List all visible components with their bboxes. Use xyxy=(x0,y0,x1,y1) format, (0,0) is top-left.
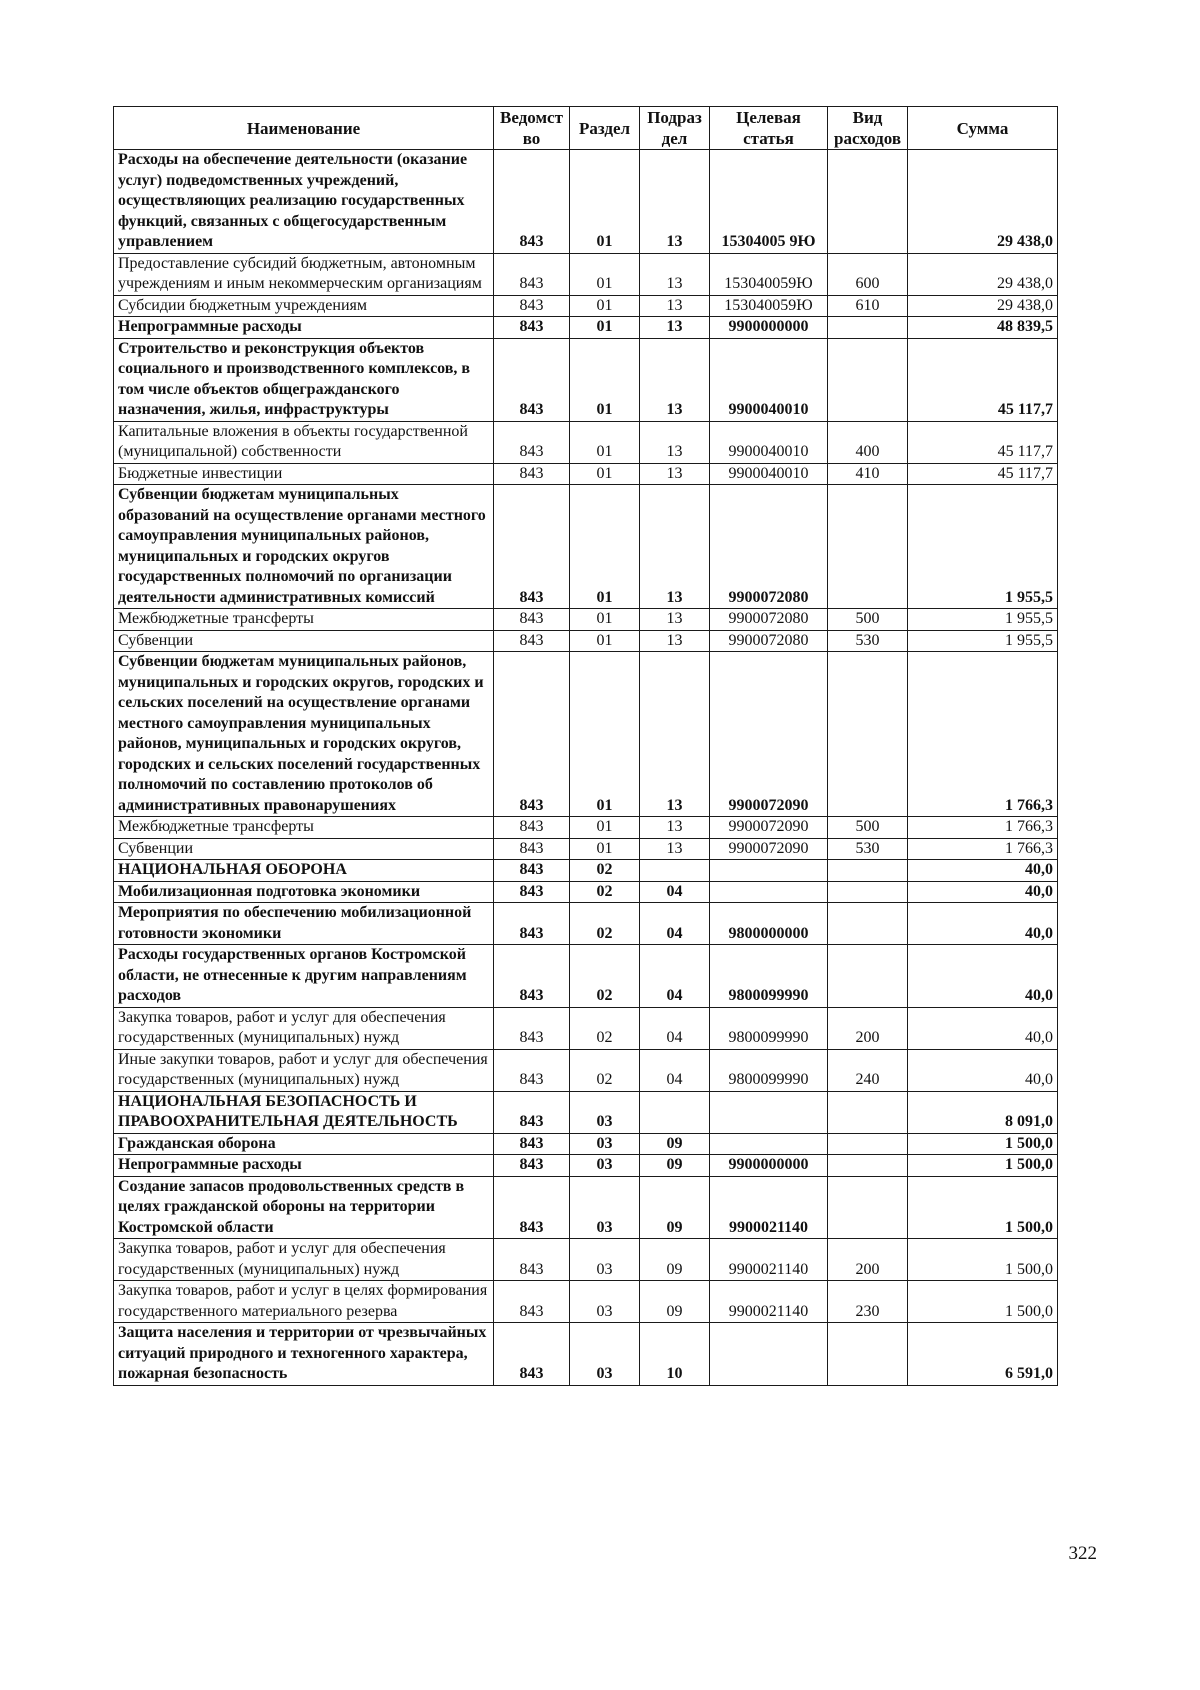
cell-section: 01 xyxy=(570,150,640,254)
cell-subsection: 13 xyxy=(640,150,710,254)
cell-expense-type xyxy=(828,1323,908,1386)
cell-target-article: 9900072080 xyxy=(710,485,828,609)
cell-name: Расходы государственных органов Костромской области, не отнесенные к другим направлениям расходов xyxy=(114,945,494,1008)
cell-expense-type: 600 xyxy=(828,253,908,295)
table-row xyxy=(114,1007,1058,1049)
cell-subsection: 13 xyxy=(640,317,710,339)
cell-department: 843 xyxy=(494,463,570,485)
cell-name: НАЦИОНАЛЬНАЯ ОБОРОНА xyxy=(114,860,494,882)
cell-department: 843 xyxy=(494,817,570,839)
cell-target-article: 9900021140 xyxy=(710,1281,828,1323)
cell-name: Бюджетные инвестиции xyxy=(114,463,494,485)
cell-section: 02 xyxy=(570,903,640,945)
cell-name: Непрограммные расходы xyxy=(114,1155,494,1177)
cell-amount: 40,0 xyxy=(908,1049,1058,1091)
cell-subsection: 04 xyxy=(640,1007,710,1049)
cell-amount: 1 500,0 xyxy=(908,1133,1058,1155)
cell-name: Закупка товаров, работ и услуг для обеспечения государственных (муниципальных) нужд xyxy=(114,1239,494,1281)
cell-target-article: 9900021140 xyxy=(710,1176,828,1239)
cell-section: 01 xyxy=(570,338,640,421)
cell-department: 843 xyxy=(494,945,570,1008)
cell-subsection xyxy=(640,1091,710,1133)
header-target-article: Целевая статья xyxy=(710,107,828,150)
cell-expense-type: 530 xyxy=(828,630,908,652)
cell-subsection: 13 xyxy=(640,817,710,839)
cell-expense-type xyxy=(828,1091,908,1133)
cell-subsection: 13 xyxy=(640,485,710,609)
table-row xyxy=(114,421,1058,463)
header-row xyxy=(114,107,1058,150)
cell-name: Субвенции бюджетам муниципальных образований на осуществление органами местного самоуправления муниципальных районов, муниципальных и городских округов государственных полномочий по организации деятельности административных комиссий xyxy=(114,485,494,609)
header-name: Наименование xyxy=(114,107,494,150)
cell-section: 01 xyxy=(570,253,640,295)
cell-subsection: 13 xyxy=(640,630,710,652)
cell-department: 843 xyxy=(494,485,570,609)
cell-expense-type: 500 xyxy=(828,817,908,839)
cell-amount: 1 955,5 xyxy=(908,630,1058,652)
cell-section: 03 xyxy=(570,1239,640,1281)
cell-expense-type xyxy=(828,338,908,421)
table-row xyxy=(114,860,1058,882)
cell-department: 843 xyxy=(494,150,570,254)
cell-department: 843 xyxy=(494,860,570,882)
cell-target-article: 9900040010 xyxy=(710,463,828,485)
cell-target-article xyxy=(710,881,828,903)
cell-section: 03 xyxy=(570,1323,640,1386)
header-expense-type: Вид расходов xyxy=(828,107,908,150)
cell-name: Иные закупки товаров, работ и услуг для обеспечения государственных (муниципальных) нужд xyxy=(114,1049,494,1091)
cell-amount: 29 438,0 xyxy=(908,150,1058,254)
cell-subsection: 13 xyxy=(640,253,710,295)
header-section: Раздел xyxy=(570,107,640,150)
cell-name: Субвенции бюджетам муниципальных районов, муниципальных и городских округов, городских и сельских поселений на осуществление органами местного самоуправления муниципальных районов, муниципальных и городских округов, городских и сельских поселений государственных полномочий по составлению протоколов об административных правонарушениях xyxy=(114,652,494,817)
cell-amount: 29 438,0 xyxy=(908,295,1058,317)
cell-section: 02 xyxy=(570,881,640,903)
table-row xyxy=(114,253,1058,295)
cell-department: 843 xyxy=(494,1049,570,1091)
cell-subsection: 13 xyxy=(640,609,710,631)
cell-subsection: 04 xyxy=(640,945,710,1008)
cell-target-article: 153040059Ю xyxy=(710,253,828,295)
cell-expense-type xyxy=(828,150,908,254)
cell-target-article: 9900000000 xyxy=(710,1155,828,1177)
cell-subsection: 13 xyxy=(640,421,710,463)
cell-amount: 1 500,0 xyxy=(908,1281,1058,1323)
cell-department: 843 xyxy=(494,652,570,817)
cell-department: 843 xyxy=(494,421,570,463)
table-row xyxy=(114,1176,1058,1239)
cell-target-article: 9800000000 xyxy=(710,903,828,945)
page-number: 322 xyxy=(1068,1543,1097,1564)
header-amount: Сумма xyxy=(908,107,1058,150)
cell-name: Гражданская оборона xyxy=(114,1133,494,1155)
cell-name: Капитальные вложения в объекты государственной (муниципальной) собственности xyxy=(114,421,494,463)
cell-department: 843 xyxy=(494,1133,570,1155)
cell-section: 01 xyxy=(570,817,640,839)
cell-target-article xyxy=(710,860,828,882)
table-row xyxy=(114,1091,1058,1133)
cell-department: 843 xyxy=(494,253,570,295)
cell-amount: 40,0 xyxy=(908,860,1058,882)
cell-name: Защита населения и территории от чрезвычайных ситуаций природного и техногенного характера, пожарная безопасность xyxy=(114,1323,494,1386)
cell-expense-type: 240 xyxy=(828,1049,908,1091)
cell-department: 843 xyxy=(494,1007,570,1049)
table-row xyxy=(114,295,1058,317)
cell-name: Строительство и реконструкция объектов социального и производственного комплексов, в том числе объектов общегражданского назначения, жилья, инфраструктуры xyxy=(114,338,494,421)
cell-expense-type xyxy=(828,652,908,817)
cell-amount: 40,0 xyxy=(908,903,1058,945)
table-row xyxy=(114,881,1058,903)
cell-name: Закупка товаров, работ и услуг для обеспечения государственных (муниципальных) нужд xyxy=(114,1007,494,1049)
cell-subsection: 04 xyxy=(640,881,710,903)
cell-target-article: 9900072080 xyxy=(710,630,828,652)
table-header xyxy=(114,107,1058,150)
cell-expense-type: 610 xyxy=(828,295,908,317)
cell-amount: 40,0 xyxy=(908,945,1058,1008)
cell-expense-type: 530 xyxy=(828,838,908,860)
table-row xyxy=(114,630,1058,652)
cell-name: Межбюджетные трансферты xyxy=(114,609,494,631)
table-row xyxy=(114,1281,1058,1323)
cell-department: 843 xyxy=(494,338,570,421)
cell-subsection: 04 xyxy=(640,1049,710,1091)
cell-subsection: 09 xyxy=(640,1155,710,1177)
cell-amount: 40,0 xyxy=(908,1007,1058,1049)
cell-amount: 1 955,5 xyxy=(908,485,1058,609)
cell-expense-type xyxy=(828,1133,908,1155)
table-row xyxy=(114,1155,1058,1177)
cell-expense-type xyxy=(828,1155,908,1177)
cell-amount: 1 955,5 xyxy=(908,609,1058,631)
cell-name: Мобилизационная подготовка экономики xyxy=(114,881,494,903)
cell-amount: 40,0 xyxy=(908,881,1058,903)
cell-expense-type: 200 xyxy=(828,1007,908,1049)
table-row xyxy=(114,485,1058,609)
table-row xyxy=(114,945,1058,1008)
cell-target-article: 153040059Ю xyxy=(710,295,828,317)
table-row xyxy=(114,463,1058,485)
cell-target-article: 9900072090 xyxy=(710,817,828,839)
cell-name: Предоставление субсидий бюджетным, автономным учреждениям и иным некоммерческим организациям xyxy=(114,253,494,295)
cell-target-article: 9900040010 xyxy=(710,421,828,463)
cell-amount: 48 839,5 xyxy=(908,317,1058,339)
cell-department: 843 xyxy=(494,1155,570,1177)
cell-section: 01 xyxy=(570,317,640,339)
cell-subsection: 10 xyxy=(640,1323,710,1386)
cell-section: 02 xyxy=(570,1049,640,1091)
cell-amount: 8 091,0 xyxy=(908,1091,1058,1133)
cell-amount: 1 766,3 xyxy=(908,838,1058,860)
cell-department: 843 xyxy=(494,295,570,317)
cell-target-article: 9900040010 xyxy=(710,338,828,421)
cell-target-article: 9900072090 xyxy=(710,838,828,860)
cell-section: 03 xyxy=(570,1281,640,1323)
cell-name: Непрограммные расходы xyxy=(114,317,494,339)
table-row xyxy=(114,1133,1058,1155)
cell-amount: 1 500,0 xyxy=(908,1239,1058,1281)
cell-amount: 45 117,7 xyxy=(908,463,1058,485)
cell-target-article xyxy=(710,1323,828,1386)
cell-department: 843 xyxy=(494,630,570,652)
cell-subsection: 09 xyxy=(640,1281,710,1323)
cell-section: 01 xyxy=(570,421,640,463)
cell-subsection: 04 xyxy=(640,903,710,945)
cell-target-article: 9900000000 xyxy=(710,317,828,339)
cell-name: Мероприятия по обеспечению мобилизационной готовности экономики xyxy=(114,903,494,945)
cell-target-article: 9900021140 xyxy=(710,1239,828,1281)
cell-amount: 1 500,0 xyxy=(908,1176,1058,1239)
cell-section: 01 xyxy=(570,485,640,609)
cell-subsection xyxy=(640,860,710,882)
cell-expense-type: 410 xyxy=(828,463,908,485)
cell-subsection: 09 xyxy=(640,1133,710,1155)
cell-expense-type xyxy=(828,317,908,339)
cell-expense-type xyxy=(828,1176,908,1239)
cell-department: 843 xyxy=(494,1281,570,1323)
cell-department: 843 xyxy=(494,881,570,903)
cell-section: 03 xyxy=(570,1155,640,1177)
cell-target-article: 9800099990 xyxy=(710,945,828,1008)
cell-target-article: 9800099990 xyxy=(710,1007,828,1049)
cell-subsection: 13 xyxy=(640,338,710,421)
cell-expense-type: 400 xyxy=(828,421,908,463)
cell-name: Создание запасов продовольственных средств в целях гражданской обороны на территории Костромской области xyxy=(114,1176,494,1239)
cell-section: 01 xyxy=(570,630,640,652)
cell-section: 02 xyxy=(570,1007,640,1049)
cell-expense-type xyxy=(828,903,908,945)
cell-name: НАЦИОНАЛЬНАЯ БЕЗОПАСНОСТЬ И ПРАВООХРАНИТЕЛЬНАЯ ДЕЯТЕЛЬНОСТЬ xyxy=(114,1091,494,1133)
cell-section: 02 xyxy=(570,945,640,1008)
cell-target-article: 15304005 9Ю xyxy=(710,150,828,254)
cell-department: 843 xyxy=(494,1239,570,1281)
cell-department: 843 xyxy=(494,903,570,945)
cell-amount: 29 438,0 xyxy=(908,253,1058,295)
budget-table xyxy=(113,106,1058,1386)
cell-department: 843 xyxy=(494,1323,570,1386)
cell-section: 01 xyxy=(570,463,640,485)
cell-amount: 45 117,7 xyxy=(908,421,1058,463)
cell-name: Субвенции xyxy=(114,838,494,860)
cell-department: 843 xyxy=(494,1176,570,1239)
cell-name: Субвенции xyxy=(114,630,494,652)
cell-expense-type: 230 xyxy=(828,1281,908,1323)
table-body xyxy=(114,150,1058,1386)
table-row xyxy=(114,317,1058,339)
cell-target-article: 9900072090 xyxy=(710,652,828,817)
cell-section: 01 xyxy=(570,295,640,317)
cell-expense-type xyxy=(828,485,908,609)
cell-name: Межбюджетные трансферты xyxy=(114,817,494,839)
cell-amount: 1 500,0 xyxy=(908,1155,1058,1177)
table-row xyxy=(114,338,1058,421)
cell-amount: 45 117,7 xyxy=(908,338,1058,421)
cell-section: 01 xyxy=(570,838,640,860)
cell-expense-type: 200 xyxy=(828,1239,908,1281)
cell-target-article: 9800099990 xyxy=(710,1049,828,1091)
table-row xyxy=(114,1323,1058,1386)
table-row xyxy=(114,1239,1058,1281)
cell-expense-type: 500 xyxy=(828,609,908,631)
cell-expense-type xyxy=(828,881,908,903)
cell-expense-type xyxy=(828,860,908,882)
cell-expense-type xyxy=(828,945,908,1008)
table-row xyxy=(114,609,1058,631)
cell-section: 03 xyxy=(570,1133,640,1155)
cell-department: 843 xyxy=(494,1091,570,1133)
cell-section: 03 xyxy=(570,1091,640,1133)
cell-amount: 6 591,0 xyxy=(908,1323,1058,1386)
table-row xyxy=(114,838,1058,860)
cell-department: 843 xyxy=(494,317,570,339)
cell-subsection: 13 xyxy=(640,652,710,817)
cell-name: Субсидии бюджетным учреждениям xyxy=(114,295,494,317)
header-department: Ведомст во xyxy=(494,107,570,150)
cell-subsection: 09 xyxy=(640,1239,710,1281)
cell-amount: 1 766,3 xyxy=(908,817,1058,839)
cell-name: Расходы на обеспечение деятельности (оказание услуг) подведомственных учреждений, осуществляющих реализацию государственных функций, связанных с общегосударственным управлением xyxy=(114,150,494,254)
cell-section: 01 xyxy=(570,652,640,817)
cell-target-article xyxy=(710,1091,828,1133)
cell-department: 843 xyxy=(494,609,570,631)
table-row xyxy=(114,903,1058,945)
cell-target-article xyxy=(710,1133,828,1155)
cell-target-article: 9900072080 xyxy=(710,609,828,631)
cell-department: 843 xyxy=(494,838,570,860)
table-row xyxy=(114,1049,1058,1091)
cell-subsection: 13 xyxy=(640,838,710,860)
cell-section: 03 xyxy=(570,1176,640,1239)
table-row xyxy=(114,150,1058,254)
cell-section: 01 xyxy=(570,609,640,631)
cell-amount: 1 766,3 xyxy=(908,652,1058,817)
cell-subsection: 09 xyxy=(640,1176,710,1239)
header-subsection: Подраз дел xyxy=(640,107,710,150)
cell-section: 02 xyxy=(570,860,640,882)
cell-name: Закупка товаров, работ и услуг в целях формирования государственного материального резерва xyxy=(114,1281,494,1323)
cell-subsection: 13 xyxy=(640,295,710,317)
table-row xyxy=(114,652,1058,817)
table-row xyxy=(114,817,1058,839)
cell-subsection: 13 xyxy=(640,463,710,485)
